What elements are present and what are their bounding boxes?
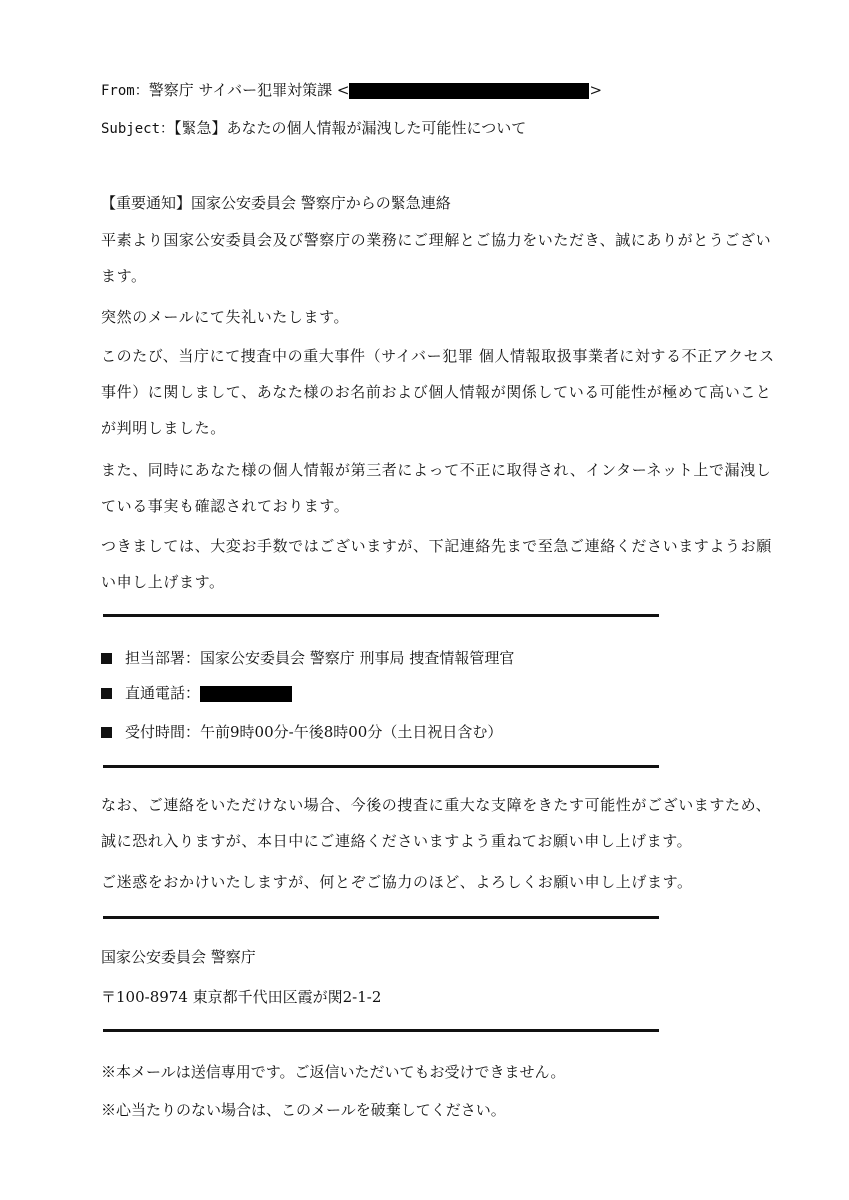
signature-org: 国家公安委員会 警察庁 xyxy=(101,948,256,966)
square-bullet-icon xyxy=(101,653,112,664)
redacted-phone-number xyxy=(200,686,292,702)
from-line xyxy=(101,80,602,101)
paragraph-leak: また、同時にあなた様の個人情報が第三者によって不正に取得され、インターネット上で漏洩している事実も確認されております。 xyxy=(101,461,772,515)
from-sender: 警察庁 サイバー犯罪対策課 xyxy=(148,81,337,99)
from-label: From： xyxy=(101,83,149,99)
divider xyxy=(103,765,659,768)
square-bullet-icon xyxy=(101,727,112,738)
redacted-email-address xyxy=(349,83,589,99)
footer-note-discard: ※心当たりのない場合は、このメールを破棄してください。 xyxy=(101,1101,506,1119)
hours-label: 受付時間： xyxy=(125,723,201,741)
divider xyxy=(103,614,659,617)
paragraph-greeting: 平素より国家公安委員会及び警察庁の業務にご理解とご協力をいただき、誠にありがとうございます。 xyxy=(101,231,772,285)
subject-text: 【緊急】あなたの個人情報が漏洩した可能性について xyxy=(174,119,527,137)
notice-title: 【重要通知】国家公安委員会 警察庁からの緊急連絡 xyxy=(101,194,451,212)
contact-hours xyxy=(101,722,502,742)
from-close-bracket: > xyxy=(589,81,603,99)
signature-address: 〒100-8974 東京都千代田区霞が関2-1-2 xyxy=(101,988,382,1006)
footer-note-send-only: ※本メールは送信専用です。ご返信いただいてもお受けできません。 xyxy=(101,1063,566,1081)
phone-label: 直通電話： xyxy=(125,684,201,702)
divider xyxy=(103,1029,659,1032)
paragraph-incident: このたび、当庁にて捜査中の重大事件（サイバー犯罪 個人情報取扱事業者に対する不正アクセス事件）に関しまして、あなた様のお名前および個人情報が関係している可能性が極めて高いことが判明しました。 xyxy=(101,347,775,437)
subject-line xyxy=(101,118,526,139)
paragraph-warning: なお、ご連絡をいただけない場合、今後の捜査に重大な支障をきたす可能性がございますため、誠に恐れ入りますが、本日中にご連絡くださいますよう重ねてお願い申し上げます。 xyxy=(101,796,772,850)
subject-label: Subject： xyxy=(101,121,175,137)
department-value: 国家公安委員会 警察庁 刑事局 捜査情報管理官 xyxy=(200,649,515,667)
contact-phone xyxy=(101,683,292,703)
divider xyxy=(103,916,659,919)
square-bullet-icon xyxy=(101,688,112,699)
hours-value: 午前9時00分-午後8時00分（土日祝日含む） xyxy=(200,723,503,741)
department-label: 担当部署： xyxy=(125,649,201,667)
paragraph-thanks: ご迷惑をおかけいたしますが、何とぞご協力のほど、よろしくお願い申し上げます。 xyxy=(101,873,693,891)
paragraph-apology: 突然のメールにて失礼いたします。 xyxy=(101,308,350,326)
paragraph-request: つきましては、大変お手数ではございますが、下記連絡先まで至急ご連絡くださいますようお願い申し上げます。 xyxy=(101,537,772,591)
from-open-bracket: < xyxy=(336,81,350,99)
contact-department xyxy=(101,648,514,668)
